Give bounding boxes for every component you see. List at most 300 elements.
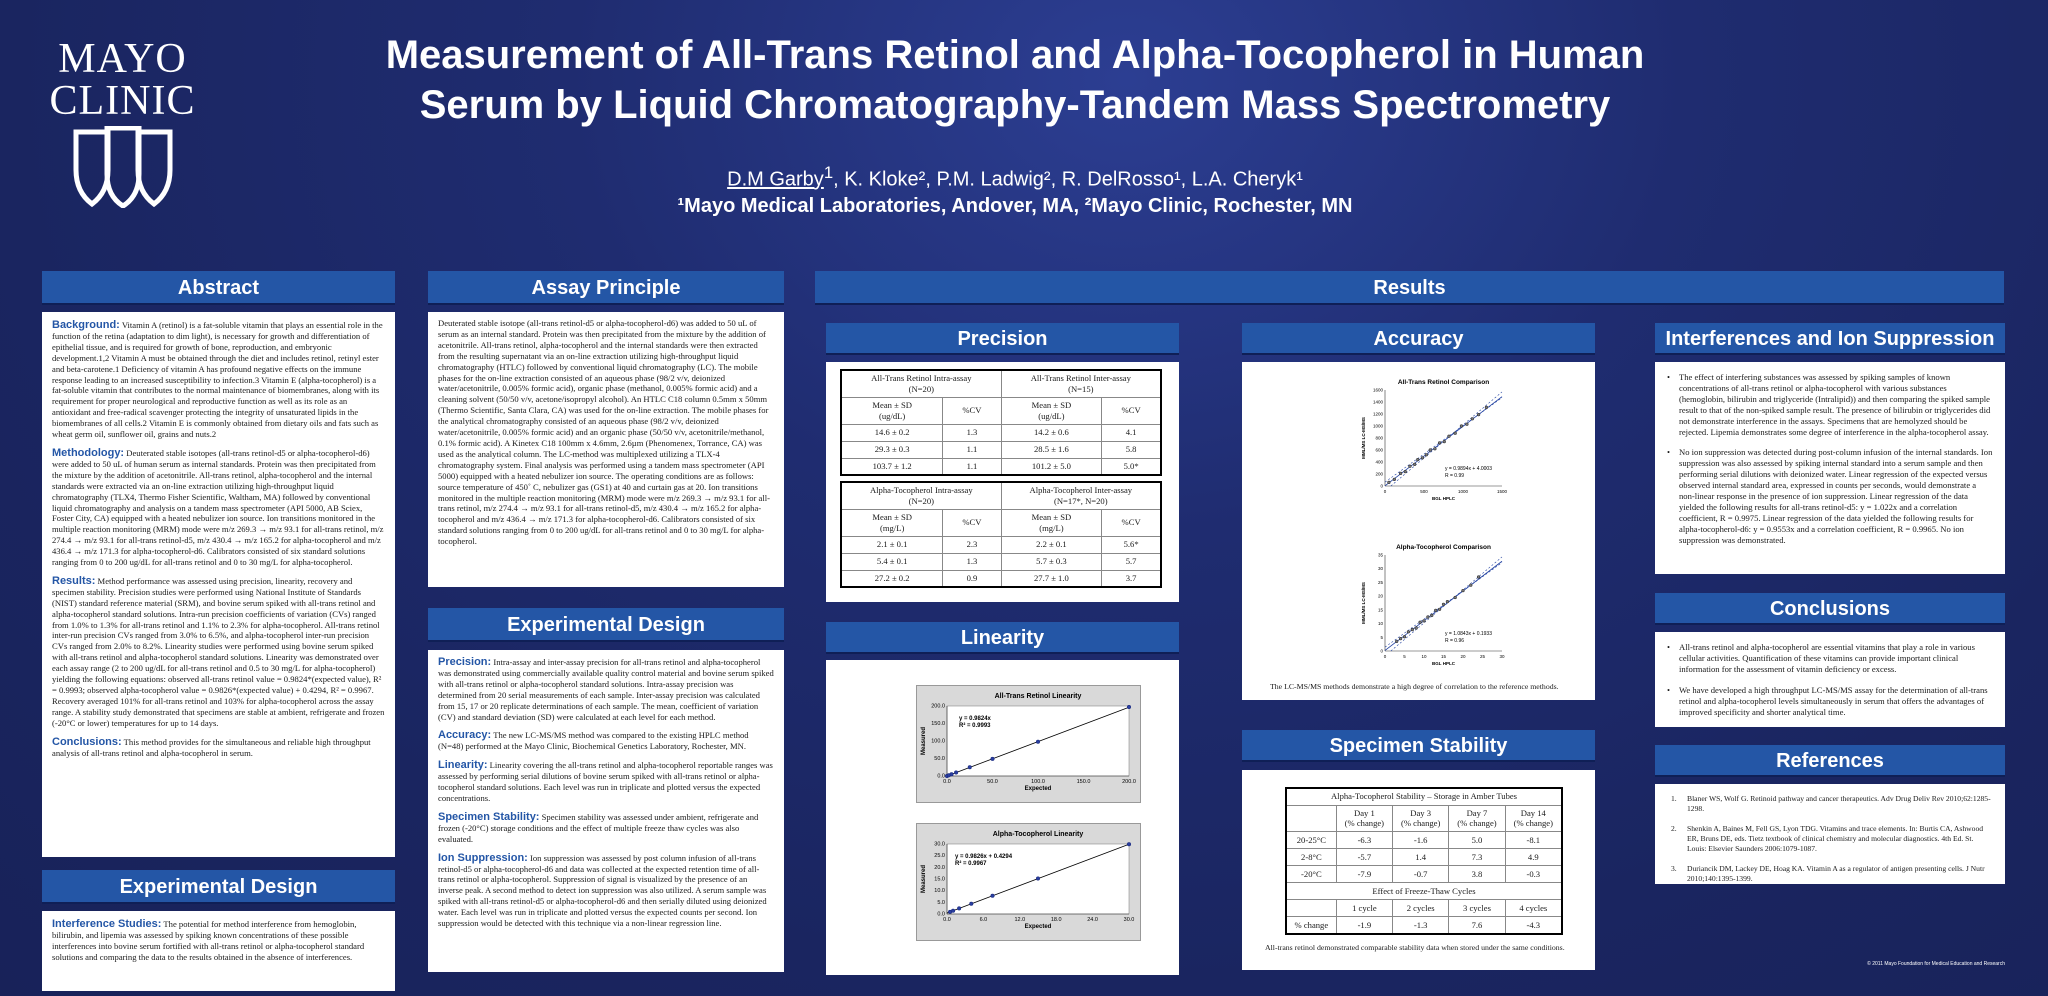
retinol-linearity-chart-box bbox=[916, 685, 1141, 803]
y-tick-label: 25 bbox=[1377, 579, 1383, 585]
copyright: © 2011 Mayo Foundation for Medical Education and Research bbox=[1867, 961, 2005, 967]
exp-linearity bbox=[438, 760, 774, 804]
y-axis-label: MML/MS LC-MS/MS bbox=[1361, 582, 1366, 624]
x-tick-label: 15 bbox=[1440, 654, 1447, 659]
experimental-design-mid-panel bbox=[428, 650, 784, 972]
table-row bbox=[1286, 866, 1562, 883]
data-point bbox=[1409, 465, 1412, 468]
data-point bbox=[951, 909, 954, 912]
results-header: Results bbox=[815, 271, 2004, 305]
data-point bbox=[1477, 576, 1480, 579]
y-tick-label: 1200 bbox=[1372, 411, 1383, 417]
header-n: (N=20) bbox=[908, 383, 934, 394]
authors-block bbox=[300, 160, 1730, 219]
cell: 0.9 bbox=[943, 570, 1001, 587]
annotation-text: y = 0.9824x bbox=[959, 716, 991, 722]
reference-item bbox=[1667, 824, 1993, 854]
cell: 5.6* bbox=[1102, 536, 1161, 553]
header-n: (N=17*, N=20) bbox=[1053, 496, 1108, 507]
experimental-design-left-header: Experimental Design bbox=[42, 870, 395, 904]
poster-title bbox=[300, 30, 1730, 130]
annotation-text: R² = 0.9993 bbox=[959, 723, 991, 729]
tocopherol-linearity-chart bbox=[917, 824, 1140, 940]
table-header bbox=[841, 370, 1001, 397]
data-point bbox=[1427, 616, 1430, 619]
x-tick-label: 20 bbox=[1460, 654, 1466, 659]
chart-title: Alpha-Tocopherol Comparison bbox=[1396, 544, 1491, 551]
y-tick-label: 5 bbox=[1380, 634, 1383, 640]
table-header bbox=[1001, 482, 1161, 509]
col-unit: (% change) bbox=[1513, 818, 1553, 829]
chart-title: All-Trans Retinol Linearity bbox=[994, 693, 1082, 700]
x-axis-label: Expected bbox=[1024, 924, 1052, 930]
x-tick-label: 500 bbox=[1420, 489, 1428, 494]
cell: 3.7 bbox=[1102, 570, 1161, 587]
accuracy-caption: The LC-MS/MS methods demonstrate a high degree of correlation to the reference methods. bbox=[1270, 682, 1559, 691]
data-point bbox=[1466, 423, 1469, 426]
data-point bbox=[1421, 457, 1424, 460]
x-tick-label: 10 bbox=[1421, 654, 1427, 659]
cell: -6.3 bbox=[1336, 832, 1392, 849]
abstract-background bbox=[52, 320, 385, 440]
data-point bbox=[1413, 463, 1416, 466]
logo-line2: CLINIC bbox=[49, 78, 196, 124]
data-point bbox=[1407, 631, 1410, 634]
reference-number: 3. bbox=[1671, 864, 1677, 873]
conclusion-bullet-2: • We have developed a high throughput LC-MS/MS assay for the determination of all-trans retinol and alpha-tocopherol levels simultaneously in serum that offers the advantages of improved specificity and shorter analytical time. bbox=[1667, 685, 1993, 718]
exp-accuracy bbox=[438, 730, 774, 752]
col-text: Day 14 bbox=[1520, 807, 1546, 818]
linearity-panel bbox=[826, 660, 1179, 975]
data-point bbox=[1443, 440, 1446, 443]
data-point bbox=[1470, 584, 1473, 587]
specimen-stability-header: Specimen Stability bbox=[1242, 730, 1595, 762]
retinol-comparison-chart bbox=[1357, 374, 1507, 514]
interferences-header: Interferences and Ion Suppression bbox=[1655, 323, 2005, 355]
table-row bbox=[841, 441, 1161, 458]
abstract-panel bbox=[42, 312, 395, 857]
table-header bbox=[1001, 370, 1161, 397]
data-point bbox=[1446, 600, 1449, 603]
data-point bbox=[1477, 413, 1480, 416]
conclusion-bullet-1: • All-trans retinol and alpha-tocopherol are essential vitamins that play a role in various cellular activities. Quantification of these vitamins can provide important clinical information for the assessment of vitamin deficiency or excess. bbox=[1667, 642, 1993, 675]
conclusions-header: Conclusions bbox=[1655, 593, 2005, 625]
x-tick-label: 1000 bbox=[1457, 489, 1469, 494]
interference-studies bbox=[52, 919, 385, 963]
annotation-text: y = 0.9826x + 0.4294 bbox=[955, 854, 1013, 860]
y-tick-label: 1600 bbox=[1372, 387, 1383, 393]
x-tick-label: 30.0 bbox=[1123, 917, 1135, 923]
exp-precision-text: Intra-assay and inter-assay precision for all-trans retinol and alpha-tocopherol was demonstrated using commercially available quality control material and bovine serum spiked with all-trans retinol or alpha-tocopherol standard solutions. Intra-assay precision was determined from 20 serial measurements of each sample. Inter-assay precision was calculated from 15, 17 or 20 replicate determinations of each sample. The mean, coefficient of variation (CV) and standard deviation (SD) were calculated at each level for each method. bbox=[438, 657, 774, 722]
cell: 5.7 bbox=[1102, 553, 1161, 570]
table-row bbox=[841, 458, 1161, 475]
abstract-header: Abstract bbox=[42, 271, 395, 305]
col-text: Day 7 bbox=[1466, 807, 1488, 818]
y-axis-label: Measured bbox=[921, 864, 927, 894]
other-authors: , K. Kloke², P.M. Ladwig², R. DelRosso¹, L.A. Cheryk¹ bbox=[833, 168, 1303, 191]
cell: 2.3 bbox=[943, 536, 1001, 553]
data-point bbox=[1416, 458, 1419, 461]
methodology-label: Methodology: bbox=[52, 446, 125, 459]
data-point bbox=[1454, 432, 1457, 435]
y-tick-label: 150.0 bbox=[931, 721, 945, 727]
interference-bullet-2: • No ion suppression was detected during post-column infusion of the internal standards. Ion suppression was also assessed by spiking internal standard into a serum sample and then performing serial dilutions with deionized water. Linear regression of the expected versus observed internal standard area, expressed in counts per seconds, would demonstrate a non-linear response in the presence of ion suppression. Linear regression of the data yielded the following results for all-trans retinol-d5: y = 1.022x and a correlation coefficient, R = 0.9975. Linear regression of the data yielded the following results for alpha-tocopherol-d6: y = 0.9553x and a correlation coefficient, R = 0.9965. No ion suppression was demonstrated. bbox=[1667, 447, 1993, 545]
assay-principle-header: Assay Principle bbox=[428, 271, 784, 305]
cell: 2.2 ± 0.1 bbox=[1001, 536, 1102, 553]
cell: -1.6 bbox=[1393, 832, 1449, 849]
x-tick-label: 150.0 bbox=[1076, 779, 1091, 785]
y-tick-label: 100.0 bbox=[931, 738, 945, 745]
header-text: Alpha-Tocopherol Inter-assay bbox=[1029, 485, 1133, 496]
data-point bbox=[1434, 448, 1437, 451]
data-point bbox=[1415, 627, 1418, 630]
chart-title: All-Trans Retinol Comparison bbox=[1397, 379, 1490, 386]
table-row bbox=[841, 553, 1161, 570]
data-point bbox=[968, 766, 971, 769]
cell: 103.7 ± 1.2 bbox=[841, 458, 943, 475]
y-tick-label: 25.0 bbox=[934, 853, 945, 860]
column-header: 2 cycles bbox=[1393, 900, 1449, 917]
exp-stability-text: Specimen stability was assessed under ambient, refrigerate and frozen (-20°C) storage conditions and the effect of multiple freeze thaw cycles was also evaluated. bbox=[438, 811, 759, 844]
data-point bbox=[1454, 596, 1457, 599]
y-tick-label: 200.0 bbox=[931, 703, 945, 710]
methodology-text: Deuterated stable isotopes (all-trans retinol-d5 or alpha-tocopherol-d6) were added to 50 uL of human serum as internal standards. Protein was then precipitated from the mixture by the addition of acetonitrile. All-trans retinol, alpha-tocopherol and the internal standards were extracted via an on-line extraction utilizing high-throughput liquid chromatography (TLX4, Thermo Fisher Scientific, Waltham, MA) followed by conventional liquid chromatography and analysis on a tandem mass spectrometer (API 5000, AB Sciex, Foster City, CA) equipped with a heated nebulizer ion source. Ion transitions monitored in the multiple reaction monitoring (MRM) mode were m/z 269.3 → m/z 93.1 for all-trans retinol, m/z 274.4 → m/z 93.1 for all-trans retinol-d5, m/z 430.4 → m/z 165.2 for alpha-tocopherol and m/z 436.4 → m/z 171.3 for alpha-tocopherol-d6. Calibrators consisted of six standard solutions ranging from 0 to 200 ug/dL for all-trans retinol and 0 to 30 mg/L for alpha-tocopherol. bbox=[52, 447, 384, 568]
cell: -4.3 bbox=[1505, 917, 1562, 934]
header-n: (N=15) bbox=[1068, 383, 1094, 394]
assay-principle-text: Deuterated stable isotope (all-trans retinol-d5 or alpha-tocopherol-d6) was added to 50 uL of serum as an internal standard. Protein was then precipitated from the mixture by the addition of acetonitrile. All-trans retinol, alpha-tocopherol and the internal standards were then extracted from the resulting supernatant via an on-line extraction utilizing high-throughput liquid chromatography (HTLC) followed by conventional liquid chromatography (LC). The mobile phases for the on-line extraction consisted of an aqueous phase (98/2 v/v, deionized water/acetonitrile, 0.005% formic acid), organic phase (methanol, 0.005% formic acid) and a cleaning solvent (50/50 v/v, acetone/isopropyl alcohol). An HTLC C18 column 0.5mm x 50mm (Thermo Scientific, Santa Clara, CA) was used for the on-line extraction. The mobile phases for the analytical chromatography consisted of an aqueous phase (98/2 v/v, deionized water/acetonitrile, 0.005% formic acid) and an organic phase (50/50 v/v, acetonitrile/methanol, 0.1% formic acid). A Kinetex C18 100mm x 4.6mm, 2.6µm (Phenomenex, Torrance, CA) was used as the analytical column. The LC-method was multiplexed utilizing a TLX-4 chromatography system. Final analysis was performed using a tandem mass spectrometer (API 5000) equipped with a heated nebulizer ion source. The operating conditions are as follows: source temperature of 450˚ C, nebulizer gas (GS1) at 40 and curtain gas at 20. Ion transitions monitored in the multiple reaction monitoring (MRM) mode were m/z 269.3 → m/z 93.1 for all-trans retinol, m/z 274.4 → m/z 93.1 for all-trans retinol-d5, m/z 430.4 → m/z 165.2 for alpha-tocopherol and m/z 436.4 → m/z 171.3 for alpha-tocopherol-d6. Calibrators consisted of six standard solutions ranging from 0 to 200 ug/dL for all-trans retinol and 0 to 30 mg/L for alpha-tocopherol. bbox=[438, 318, 770, 547]
data-point bbox=[1036, 740, 1039, 743]
abstract-methodology bbox=[52, 448, 385, 568]
conclusions-text: This method provides for the simultaneous and reliable high throughput analysis of all-trans retinol and alpha-tocopherol in serum. bbox=[52, 736, 371, 758]
data-point bbox=[1399, 637, 1402, 640]
col-unit: (ug/dL) bbox=[879, 410, 906, 421]
assay-principle-panel bbox=[428, 312, 784, 587]
reference-number: 2. bbox=[1671, 824, 1677, 833]
table-row bbox=[1286, 832, 1562, 849]
background-text: Vitamin A (retinol) is a fat-soluble vitamin that plays an essential role in the function of the retina (adaptation to dim light), is necessary for growth and differentiation of epithelial tissue, and is required for growth of bone, reproduction, and embryonic development.1,2 Vitamin A must be obtained through the diet and includes retinol, retinyl ester and beta-carotene.1 Deficiency of vitamin A has profound negative effects on the immune response leading to an increased susceptibility to infection.3 Vitamin E (alpha-tocopherol) is a fat-soluble vitamin that contributes to the normal maintenance of biomembranes, along with its requirement for proper neurological and reproductive function as well as its role as an antioxidant and free-radical scavenger protecting the integrity of unsaturated lipids in the biomembranes of all cells.2 Vitamin E is commonly obtained from dietary oils and fats such as wheat germ oil, sunflower oil, grains and nuts.2 bbox=[52, 320, 383, 440]
data-point bbox=[991, 757, 994, 760]
abstract-conclusions bbox=[52, 737, 385, 759]
x-axis-label: Expected bbox=[1024, 786, 1052, 792]
cell: 2-8°C bbox=[1286, 849, 1336, 866]
cell: -5.7 bbox=[1336, 849, 1392, 866]
cell: 1.3 bbox=[943, 553, 1001, 570]
x-tick-label: 5 bbox=[1403, 654, 1406, 659]
table-row bbox=[1286, 849, 1562, 866]
reference-item bbox=[1667, 794, 1993, 814]
col-unit: (% change) bbox=[1457, 818, 1497, 829]
abstract-results bbox=[52, 576, 385, 729]
exp-stability-label: Specimen Stability: bbox=[438, 810, 540, 823]
interference-bullet-1: • The effect of interfering substances was assessed by spiking samples of known concentrations of all-trans retinol or alpha-tocopherol with various substances (hemoglobin, bilirubin and triglyceride (Intralipid)) and then comparing the spiked sample result to that of the non-spiked sample result. The presence of bilirubin or triglycerides did not demonstrate interference in the assays. Specimens that are hemolyzed should be rejected. Lipemia demonstrates some degree of interference in the alpha-tocopherol assay. bbox=[1667, 372, 1993, 437]
y-tick-label: 30.0 bbox=[934, 841, 945, 848]
col-text: Mean ± SD bbox=[872, 399, 912, 410]
column-header bbox=[1505, 805, 1562, 832]
cell: -0.7 bbox=[1393, 866, 1449, 883]
table-row bbox=[1286, 917, 1562, 934]
y-tick-label: 30 bbox=[1377, 566, 1383, 572]
reference-item bbox=[1667, 864, 1993, 884]
column-header bbox=[1336, 805, 1392, 832]
cell: 5.0 bbox=[1449, 832, 1505, 849]
y-tick-label: 0.0 bbox=[937, 773, 945, 780]
data-point bbox=[1399, 472, 1402, 475]
x-tick-label: 6.0 bbox=[979, 917, 988, 923]
y-tick-label: 10 bbox=[1377, 621, 1383, 627]
y-tick-label: 1400 bbox=[1372, 399, 1383, 405]
y-tick-label: 5.0 bbox=[937, 899, 945, 906]
table-row bbox=[841, 536, 1161, 553]
data-point bbox=[1448, 435, 1451, 438]
x-tick-label: 50.0 bbox=[987, 779, 998, 785]
col-unit: (% change) bbox=[1400, 818, 1441, 829]
col-text: Mean ± SD bbox=[1031, 511, 1072, 522]
interference-studies-text: The potential for method interference from hemoglobin, bilirubin, and lipemia was assessed by spiking known concentrations of these possible interferences into bovine serum fortified with all-trans retinol or alpha-tocopherol standard solutions and comparing the data to the results obtained in the absence of interferences. bbox=[52, 919, 365, 962]
data-point bbox=[1411, 628, 1414, 631]
x-tick-label: 0.0 bbox=[943, 779, 951, 785]
table-header bbox=[841, 482, 1001, 509]
column-header bbox=[1001, 397, 1102, 424]
freeze-thaw-title: Effect of Freeze-Thaw Cycles bbox=[1286, 883, 1562, 900]
column-header: 3 cycles bbox=[1449, 900, 1505, 917]
title-line1: Measurement of All-Trans Retinol and Alpha-Tocopherol in Human bbox=[385, 33, 1645, 77]
stability-table bbox=[1285, 787, 1563, 935]
x-axis-label: BGL HPLC bbox=[1432, 496, 1455, 501]
column-header bbox=[841, 509, 943, 536]
shield-logo-icon bbox=[68, 126, 178, 208]
col-text: Day 1 bbox=[1353, 807, 1375, 818]
exp-linearity-text: Linearity covering the all-trans retinol and alpha-tocopherol reportable ranges was assessed by performing serial dilutions of bovine serum spiked with all-trans retinol or alpha-tocopherol standard solutions. Each level was run in triplicate and plotted versus the expected concentrations. bbox=[438, 760, 773, 803]
cell: 1.3 bbox=[943, 424, 1001, 441]
cell: 29.3 ± 0.3 bbox=[841, 441, 943, 458]
exp-precision-label: Precision: bbox=[438, 656, 492, 668]
exp-ion-suppression bbox=[438, 853, 774, 929]
cell: 28.5 ± 1.6 bbox=[1001, 441, 1102, 458]
data-point bbox=[1485, 406, 1488, 409]
annotation-text: R = 0.96 bbox=[1445, 638, 1465, 644]
column-header bbox=[841, 397, 943, 424]
y-tick-label: 1000 bbox=[1372, 423, 1383, 429]
results-label: Results: bbox=[52, 574, 96, 587]
column-header bbox=[1001, 509, 1102, 536]
y-tick-label: 20 bbox=[1377, 593, 1383, 599]
cell: 7.6 bbox=[1449, 917, 1505, 934]
reference-text: Blaner WS, Wolf G. Retinoid pathway and cancer therapeutics. Adv Drug Deliv Rev 2010;62:1285-1298. bbox=[1687, 794, 1991, 813]
reference-text: Duriancik DM, Lackey DE, Hoag KA. Vitamin A as a regulator of antigen presenting cells. J Nutr 2010;140:1395-1399. bbox=[1687, 864, 1985, 883]
y-tick-label: 15 bbox=[1377, 607, 1383, 613]
precision-header: Precision bbox=[826, 323, 1179, 355]
column-header: %CV bbox=[943, 509, 1001, 536]
reference-number: 1. bbox=[1671, 794, 1677, 803]
tocopherol-linearity-chart-box bbox=[916, 823, 1141, 941]
data-point bbox=[1438, 442, 1441, 445]
exp-accuracy-text: The new LC-MS/MS method was compared to the existing HPLC method (N=48) performed at the Mayo Clinic, Biochemical Genetics Laboratory, Rochester, MN. bbox=[438, 730, 749, 752]
column-header: %CV bbox=[1102, 509, 1161, 536]
col-unit: (mg/L) bbox=[1039, 522, 1064, 533]
annotation-text: R = 0.99 bbox=[1445, 473, 1465, 479]
y-tick-label: 0 bbox=[1380, 648, 1383, 654]
accuracy-panel bbox=[1242, 362, 1595, 700]
col-text: Day 3 bbox=[1410, 807, 1432, 818]
presenting-author: D.M Garby bbox=[727, 168, 824, 191]
x-tick-label: 0 bbox=[1383, 489, 1387, 494]
cell: 14.2 ± 0.6 bbox=[1001, 424, 1102, 441]
x-tick-label: 100.0 bbox=[1031, 779, 1045, 785]
col-unit: (ug/dL) bbox=[1038, 410, 1065, 421]
header-text: All-Trans Retinol Inter-assay bbox=[1030, 373, 1131, 383]
y-tick-label: 0.0 bbox=[937, 911, 945, 918]
cell: % change bbox=[1286, 917, 1336, 934]
cell: 27.2 ± 0.2 bbox=[841, 570, 943, 587]
y-tick-label: 20.0 bbox=[934, 864, 945, 871]
data-point bbox=[957, 907, 960, 910]
y-tick-label: 200 bbox=[1375, 471, 1383, 477]
data-point bbox=[1462, 589, 1465, 592]
x-tick-label: 200.0 bbox=[1122, 779, 1136, 785]
precision-panel bbox=[826, 362, 1179, 602]
stability-table-title: Alpha-Tocopherol Stability – Storage in Amber Tubes bbox=[1286, 788, 1562, 805]
y-axis-label: MML/MS LC-MS/MS bbox=[1361, 417, 1366, 459]
exp-stability bbox=[438, 812, 774, 845]
column-header: %CV bbox=[1102, 397, 1161, 424]
cell: 14.6 ± 0.2 bbox=[841, 424, 943, 441]
col-unit: (mg/L) bbox=[879, 522, 905, 533]
table-row bbox=[841, 570, 1161, 587]
data-point bbox=[1127, 705, 1130, 708]
header-n: (N=20) bbox=[908, 496, 934, 507]
cell: 101.2 ± 5.0 bbox=[1001, 458, 1102, 475]
column-header: 4 cycles bbox=[1505, 900, 1562, 917]
cell: 2.1 ± 0.1 bbox=[841, 536, 943, 553]
interferences-panel bbox=[1655, 362, 2005, 574]
x-tick-label: 12.0 bbox=[1014, 917, 1026, 923]
conclusions-panel bbox=[1655, 632, 2005, 727]
annotation-text: y = 0.9894x + 4.0003 bbox=[1445, 466, 1492, 472]
linearity-header: Linearity bbox=[826, 622, 1179, 654]
cell: 7.3 bbox=[1449, 849, 1505, 866]
col-text: Mean ± SD bbox=[1031, 399, 1072, 410]
data-point bbox=[1438, 608, 1441, 611]
data-point bbox=[1471, 418, 1474, 421]
data-point bbox=[1403, 635, 1406, 638]
column-header bbox=[1393, 805, 1449, 832]
y-tick-label: 10.0 bbox=[934, 888, 945, 895]
background-label: Background: bbox=[52, 319, 120, 331]
data-point bbox=[1460, 425, 1463, 428]
author-list bbox=[300, 160, 1730, 193]
x-tick-label: 0 bbox=[1383, 654, 1387, 659]
column-header: %CV bbox=[943, 397, 1001, 424]
experimental-design-left-panel bbox=[42, 911, 395, 991]
column-header bbox=[1449, 805, 1505, 832]
presenting-author-sup: 1 bbox=[823, 163, 834, 182]
references-header: References bbox=[1655, 745, 2005, 777]
references-panel bbox=[1655, 784, 2005, 884]
cell: 1.1 bbox=[943, 441, 1001, 458]
reference-text: Shenkin A, Baines M, Fell GS, Lyon TDG. Vitamins and trace elements. In: Burtis CA, Ashwood ER, Bruns DE, eds. Tietz textbook of clinical chemistry and molecular diagnostics. 4th Ed. St. Louis: Elsevier Saunders 2006:1079-1087. bbox=[1687, 824, 1984, 853]
exp-ion-label: Ion Suppression: bbox=[438, 851, 528, 864]
x-tick-label: 1500 bbox=[1496, 489, 1507, 494]
x-tick-label: 18.0 bbox=[1050, 917, 1062, 923]
exp-linearity-label: Linearity: bbox=[438, 759, 488, 772]
x-tick-label: 25 bbox=[1479, 654, 1486, 659]
y-axis-label: Measured bbox=[921, 726, 927, 756]
col-text: Mean ± SD bbox=[872, 511, 912, 522]
exp-precision bbox=[438, 657, 774, 722]
data-point bbox=[950, 773, 953, 776]
col-unit: (% change) bbox=[1344, 818, 1385, 829]
cell: -1.3 bbox=[1393, 917, 1449, 934]
cell: 5.8 bbox=[1102, 441, 1161, 458]
chart-title: Alpha-Tocopherol Linearity bbox=[992, 831, 1084, 838]
data-point bbox=[1431, 614, 1434, 617]
cell: 3.8 bbox=[1449, 866, 1505, 883]
x-axis-label: BGL HPLC bbox=[1432, 661, 1455, 666]
y-tick-label: 50.0 bbox=[934, 756, 945, 762]
corner-cell bbox=[1286, 805, 1336, 832]
cell: -20°C bbox=[1286, 866, 1336, 883]
cell: 20-25°C bbox=[1286, 832, 1336, 849]
data-point bbox=[1036, 877, 1039, 880]
data-point bbox=[991, 894, 994, 897]
specimen-stability-panel bbox=[1242, 770, 1595, 970]
data-point bbox=[1388, 481, 1391, 484]
data-point bbox=[1393, 478, 1396, 481]
x-tick-label: 30 bbox=[1499, 654, 1505, 659]
cell: 1.1 bbox=[943, 458, 1001, 475]
tocopherol-precision-table bbox=[840, 481, 1162, 588]
data-point bbox=[1425, 454, 1428, 457]
annotation-text: R² = 0.9967 bbox=[955, 861, 987, 867]
header-text: All-Trans Retinol Intra-assay bbox=[871, 373, 972, 383]
y-tick-label: 35 bbox=[1377, 552, 1383, 558]
y-tick-label: 600 bbox=[1375, 447, 1383, 453]
cell: 5.7 ± 0.3 bbox=[1001, 553, 1102, 570]
exp-ion-text: Ion suppression was assessed by post column infusion of all-trans retinol-d5 or alpha-tocopherol-d6 and data was collected at the expected retention time of all-trans retinol or alpha-tocopherol. Suppression of signal is visualized by the presence of an inverse peak. A second method to detect ion suppression was also utilized. A serum sample was spiked with all-trans retinol-d5 or alpha-tocopherol-d6 and then serially diluted using deionized water. Each level was run in triplicate and plotted versus the expected counts per second. Ion suppression would be detected with this technique via a non-linear regression line. bbox=[438, 852, 767, 929]
corner-cell bbox=[1286, 900, 1336, 917]
cell: 27.7 ± 1.0 bbox=[1001, 570, 1102, 587]
y-tick-label: 800 bbox=[1375, 435, 1383, 441]
cell: 1.4 bbox=[1393, 849, 1449, 866]
data-point bbox=[1434, 609, 1437, 612]
interference-studies-label: Interference Studies: bbox=[52, 918, 162, 930]
logo-line1: MAYO bbox=[58, 36, 187, 82]
y-tick-label: 15.0 bbox=[934, 876, 945, 883]
title-line2: Serum by Liquid Chromatography-Tandem Mass Spectrometry bbox=[419, 83, 1611, 127]
affiliations: ¹Mayo Medical Laboratories, Andover, MA, ²Mayo Clinic, Rochester, MN bbox=[677, 194, 1353, 217]
x-tick-label: 0.0 bbox=[943, 917, 951, 923]
experimental-design-mid-header: Experimental Design bbox=[428, 608, 784, 642]
data-point bbox=[1395, 640, 1398, 643]
x-tick-label: 24.0 bbox=[1087, 917, 1098, 923]
accuracy-header: Accuracy bbox=[1242, 323, 1595, 355]
y-tick-label: 0 bbox=[1380, 483, 1383, 489]
data-point bbox=[1423, 620, 1426, 623]
cell: 4.9 bbox=[1505, 849, 1562, 866]
exp-accuracy-label: Accuracy: bbox=[438, 729, 492, 742]
y-tick-label: 400 bbox=[1375, 459, 1383, 465]
data-point bbox=[1404, 470, 1407, 473]
conclusions-label: Conclusions: bbox=[52, 735, 122, 748]
mayo-clinic-logo bbox=[30, 38, 215, 208]
annotation-text: y = 1.0843x + 0.1933 bbox=[1445, 631, 1492, 637]
cell: -7.9 bbox=[1336, 866, 1392, 883]
cell: -8.1 bbox=[1505, 832, 1562, 849]
results-text: Method performance was assessed using precision, linearity, recovery and specimen stability. Precision studies were performed using National Institute of Standards (NIST) standard reference material (SRM), and bovine serum spiked with all-trans retinol and alpha-tocopherol standard solutions. Intra-run precision coefficients of variation (CVs) ranged from 1.0% to 1.3% for all-trans retinol and 1.1% to 2.3% for alpha-tocopherol. All-trans retinol inter-run precision CVs ranged from 3.0% to 6.5%, and alpha-tocopherol inter-run precision CVs ranged from 2.0% to 8.2%. Linearity studies were performed using bovine serum spiked with all-trans retinol and alpha-tocopherol standard solutions. Linearity was demonstrated over each assay range (2 to 200 ug/dL for all-trans retinol and 0.5 to 30 mg/L for alpha-tocopherol) yielding the following equations: observed all-trans retinol value = 0.9824*(expected value), R² = 0.9993; observed alpha-tocopherol value = 0.9826*(expected value) + 0.4294, R² = 0.9967. Recovery averaged 101% for all-trans retinol and 103% for alpha-tocopherol across the assay range. A stability study demonstrated that specimens are stable at ambient, refrigerate and frozen (-20°C or lower) temperatures for up to 14 days. bbox=[52, 575, 385, 728]
table-row bbox=[841, 424, 1161, 441]
cell: 4.1 bbox=[1102, 424, 1161, 441]
cell: -0.3 bbox=[1505, 866, 1562, 883]
